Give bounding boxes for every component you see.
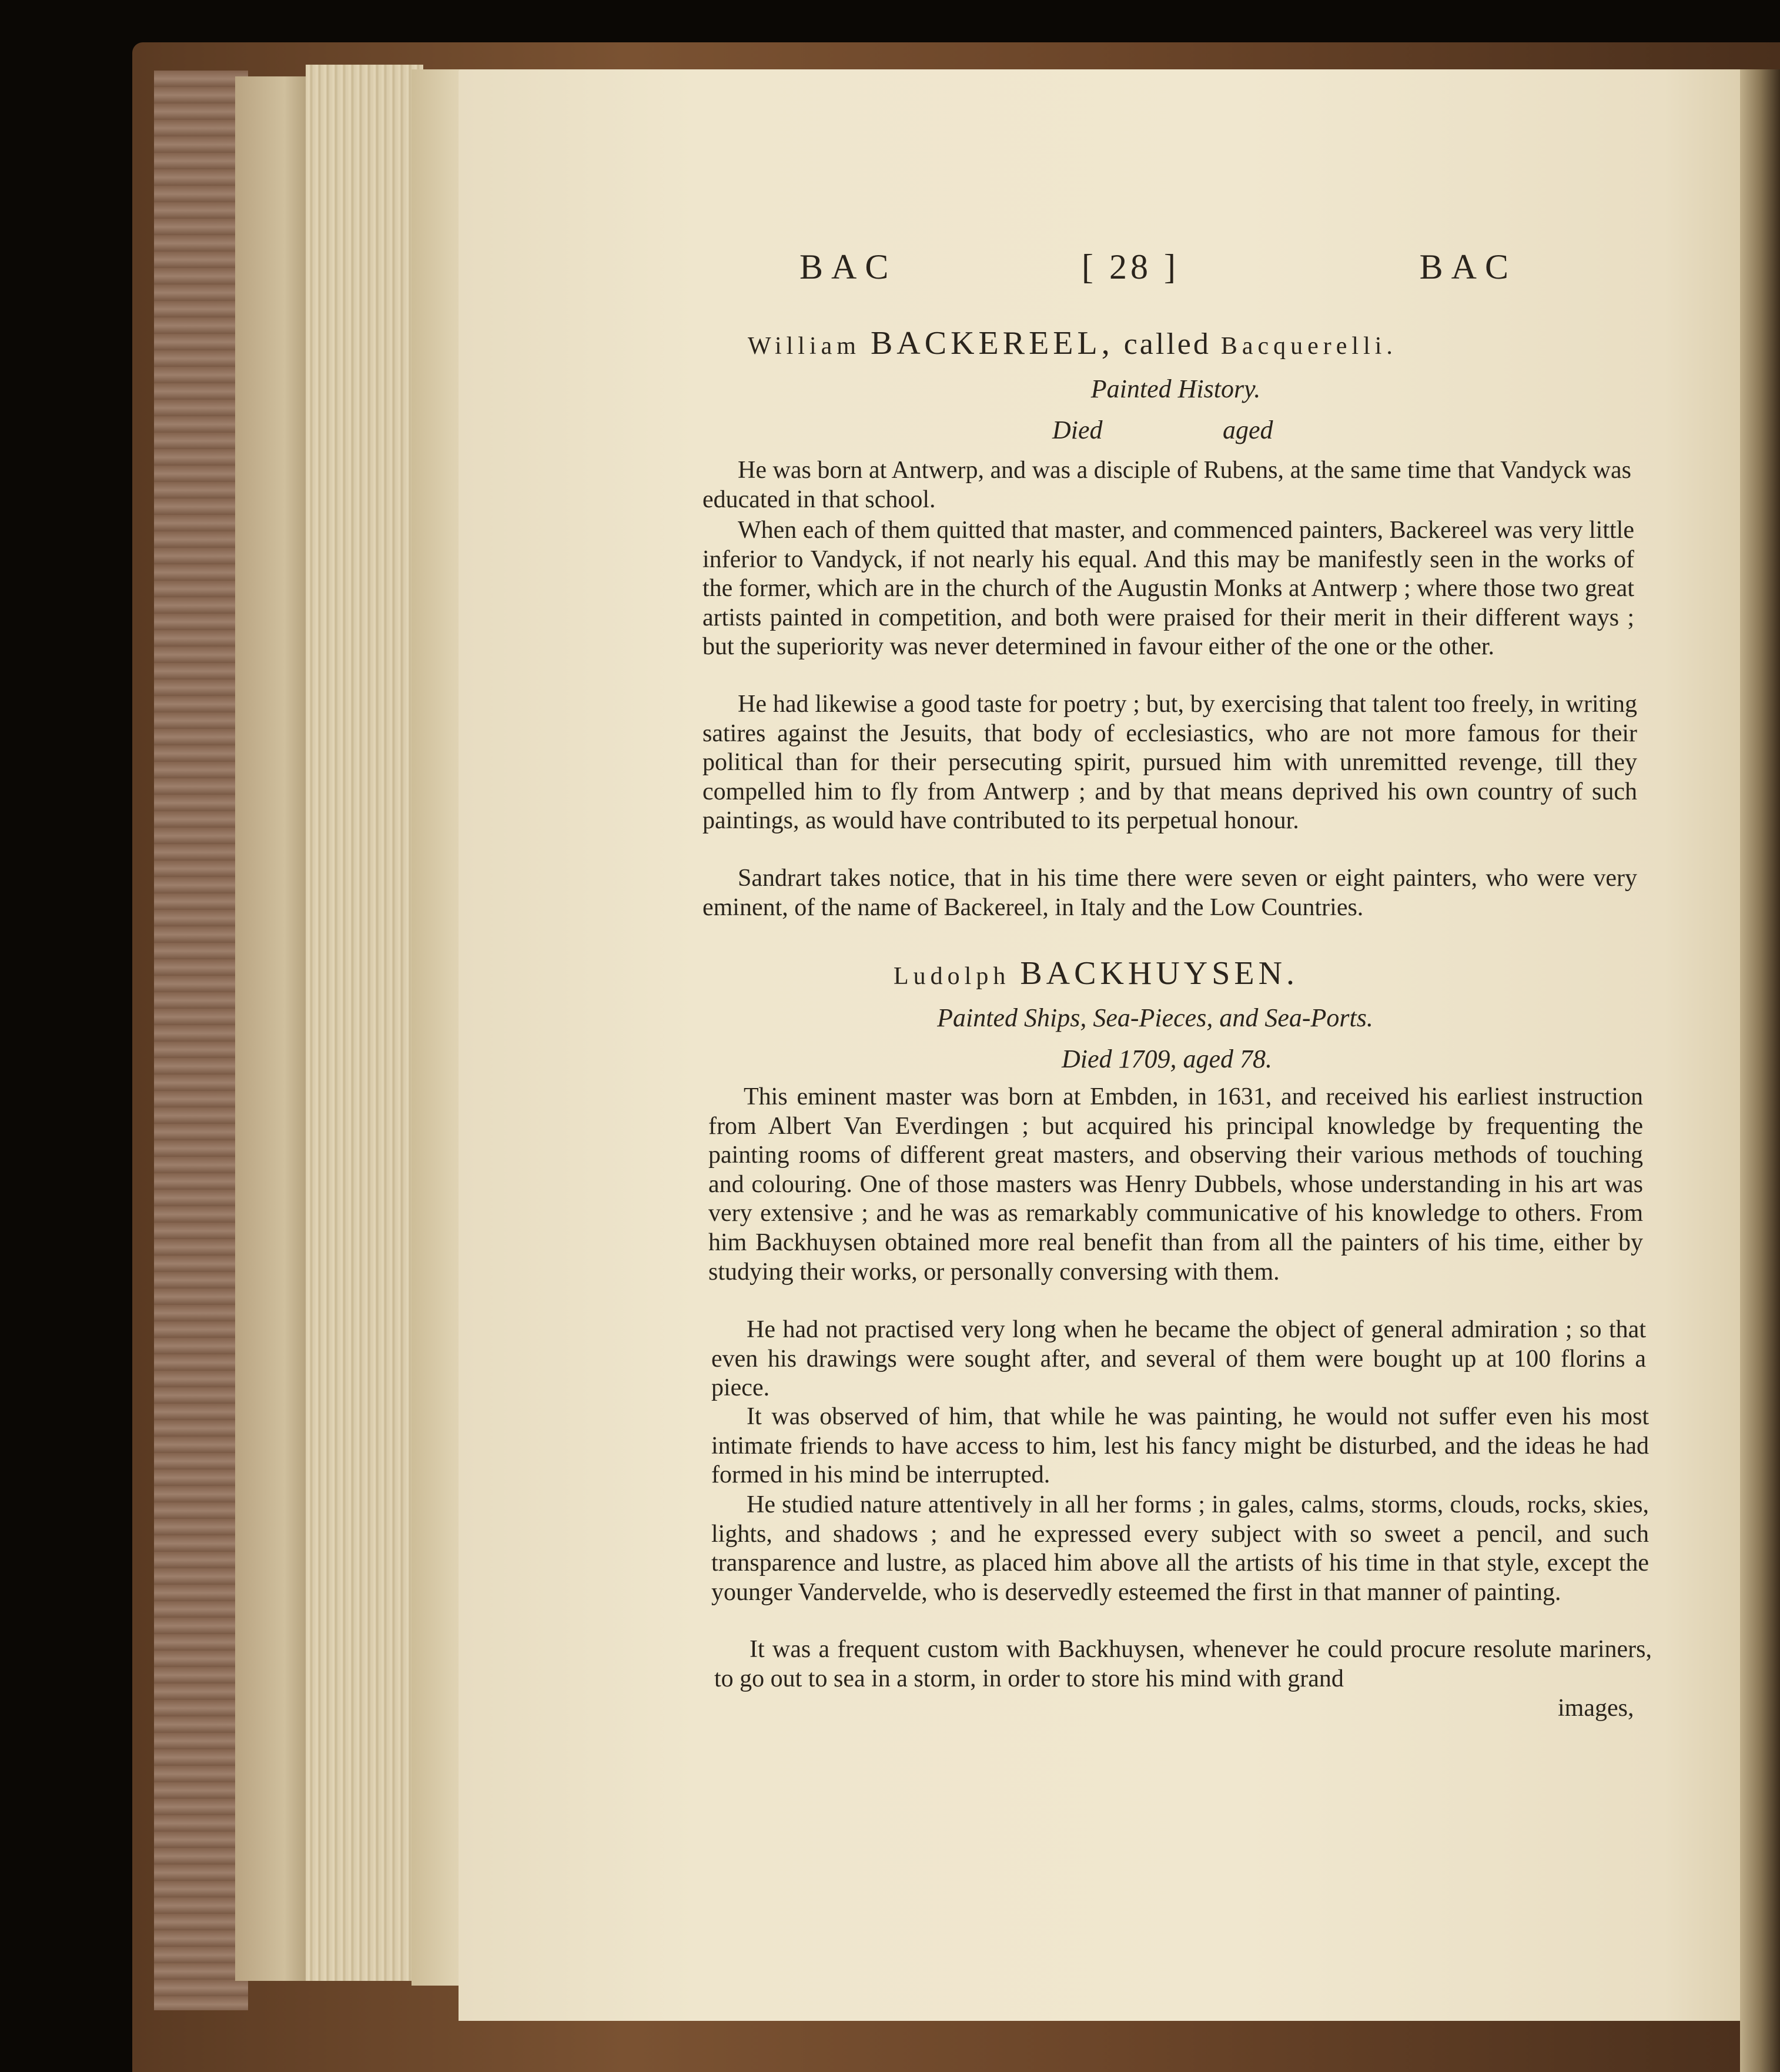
paragraph: Sandrart takes notice, that in his time there were seven or eight painters, who were very eminent, of the name of Backereel, in Italy and the Low Countries. (702, 865, 1637, 921)
running-head (799, 247, 1517, 294)
paragraph: It was a frequent custom with Backhuysen, whenever he could procure resolute mariners, to go out to sea in a storm, in order to store his mind with grand (714, 1636, 1652, 1692)
paragraph: This eminent master was born at Embden, in 1631, and received his earliest instruction from Albert Van Everdingen ; but acquired his principal knowledge by frequenting the painting rooms of different great masters, and observing their various methods of touching and colouring. One of those masters was Henry Dubbels, whose understanding in his art was very extensive ; and he was as remarkably communicative of his knowledge to others. From him Backhuysen obtained more real benefit than from all the painters of his time, either by studying their works, or personally conversing with them. (708, 1083, 1643, 1286)
paragraph: He studied nature attentively in all her forms ; in gales, calms, storms, clouds, rocks, skies, lights, and shadows ; and he expressed every subject with so sweet a pencil, and such transparence and lustre, as placed him above all the artists of his time in that style, except the younger Vandervelde, who is deservedly esteemed the first in that manner of painting. (711, 1491, 1649, 1606)
paragraph: He had likewise a good taste for poetry ; but, by exercising that talent too freely, in writing satires against the Jesuits, that body of ecclesiastics, who are not more famous for their political than for their persecuting spirit, pursued him with unremitted revenge, till they compelled him to fly from Antwerp ; and by that means deprived his own country of such paintings, as would have contributed to its perpetual honour. (702, 691, 1637, 835)
running-head-left: BAC (799, 247, 897, 286)
alias: Bacquerelli. (1220, 333, 1397, 360)
alias-prefix: called (1123, 327, 1211, 361)
first-name: William (748, 333, 861, 360)
running-head-right: BAC (1419, 247, 1517, 286)
marbled-edge (154, 71, 248, 2010)
died-label: Died (1052, 416, 1103, 444)
painted-subject: Painted History. (1090, 374, 1261, 403)
page-edge-shadow (1740, 69, 1780, 2072)
catchword: images, (1558, 1695, 1634, 1722)
surname: BACKHUYSEN. (1020, 955, 1299, 992)
aged-label: aged (1223, 416, 1273, 444)
painted-subject: Painted Ships, Sea-Pieces, and Sea-Ports. (937, 1003, 1373, 1032)
page-stack-edges (306, 65, 423, 1981)
paragraph: When each of them quitted that master, and commenced painters, Backereel was very little inferior to Vandyck, if not nearly his equal. And this may be manifestly seen in the works of the former, which are in the church of the Augustin Monks at Antwerp ; where those two great artists painted in competition, and both were praised for their merit in their different ways ; but the superiority was never determined in favour either of the one or the other. (702, 517, 1634, 661)
entry-heading-backhuysen (894, 955, 1299, 992)
paragraph: He had not practised very long when he became the object of general admiration ; so that even his drawings were sought after, and several of them were bought up at 100 florins a piece. (711, 1316, 1646, 1402)
paragraph: It was observed of him, that while he was painting, he would not suffer even his most intimate friends to have access to him, lest his fancy might be disturbed, and the ideas he had formed in his mind be interrupted. (711, 1403, 1649, 1489)
page-number: [ 28 ] (1082, 247, 1179, 286)
first-name: Ludolph (894, 963, 1011, 990)
entry-heading-backereel (748, 324, 1397, 362)
surname: BACKEREEL, (870, 325, 1114, 361)
died-line: Died 1709, aged 78. (1061, 1045, 1273, 1073)
endpaper (235, 76, 317, 1981)
paragraph: He was born at Antwerp, and was a disciple of Rubens, at the same time that Vandyck was educated in that school. (702, 457, 1631, 513)
